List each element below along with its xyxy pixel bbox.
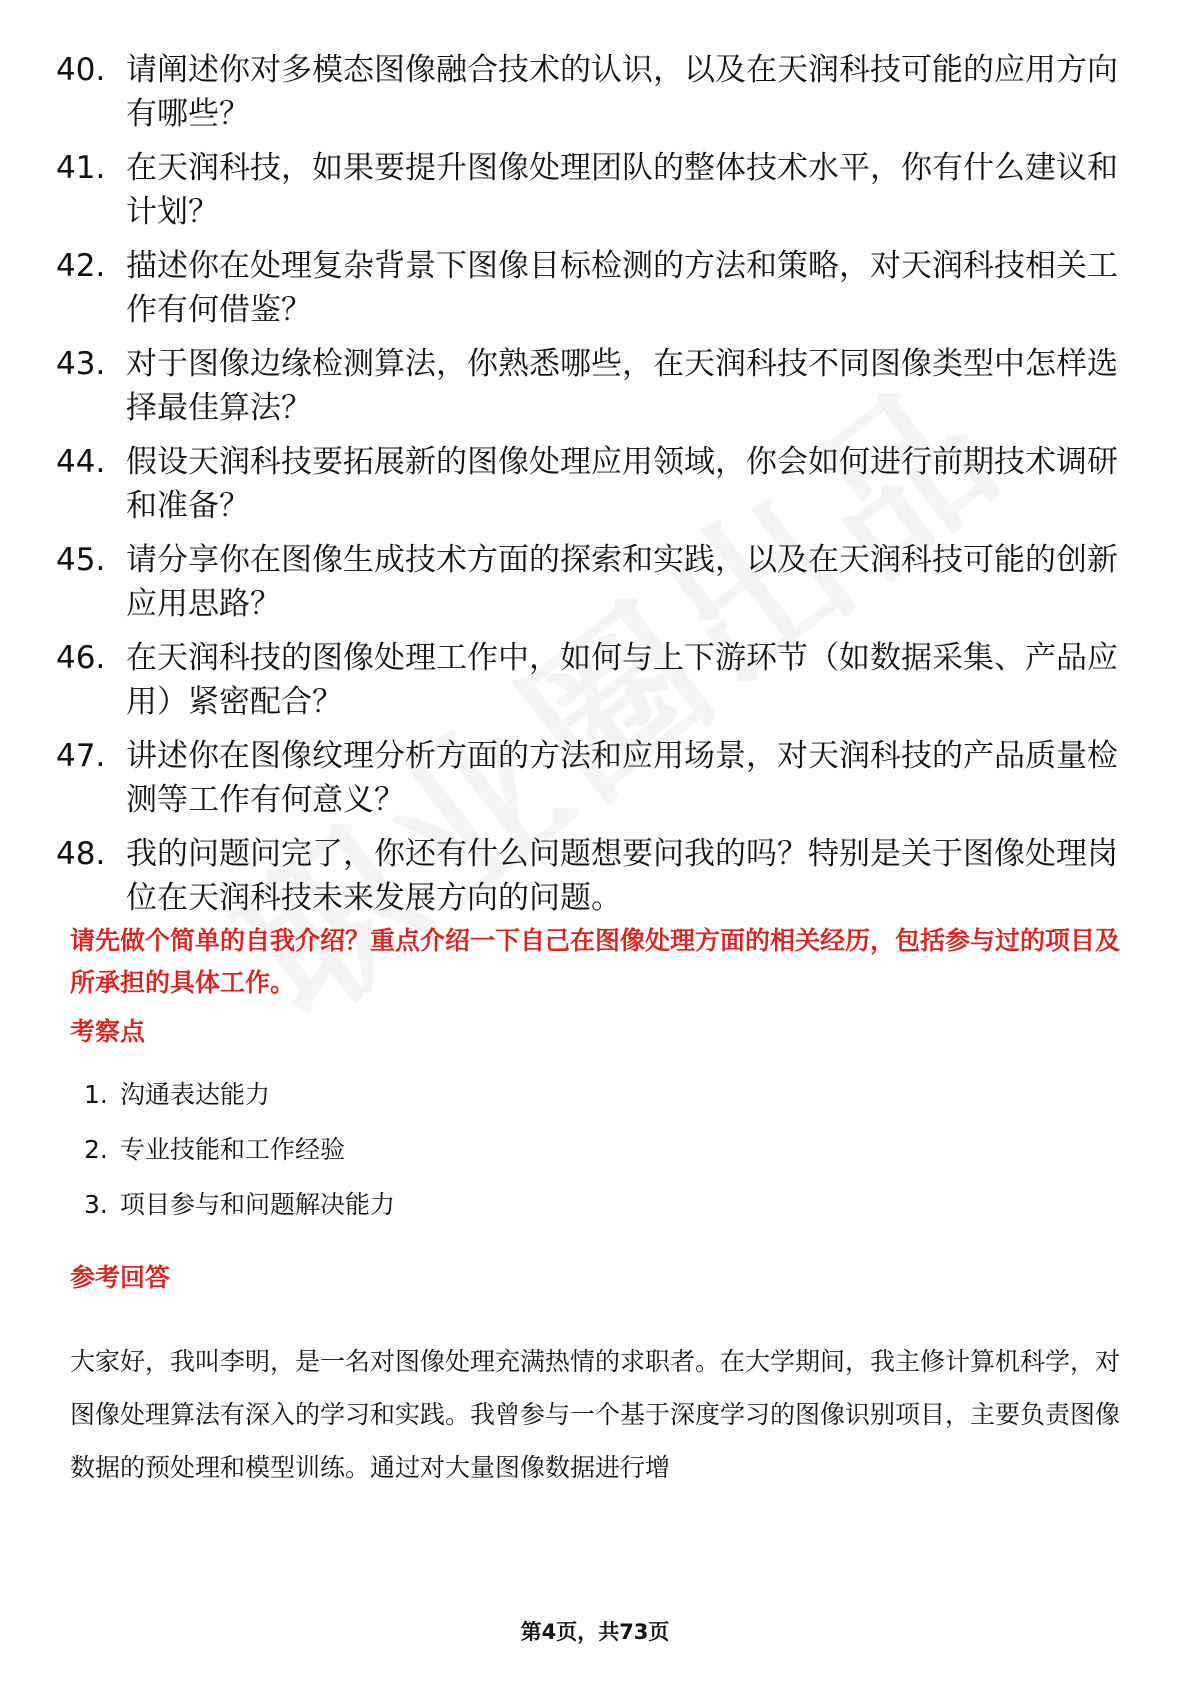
question-text: 请分享你在图像生成技术方面的探索和实践，以及在天润科技可能的创新应用思路？ bbox=[126, 542, 1118, 622]
exam-point-text: 专业技能和工作经验 bbox=[120, 1135, 346, 1164]
question-number: 43. bbox=[56, 346, 106, 382]
question-item bbox=[56, 832, 1126, 920]
question-item bbox=[56, 244, 1126, 332]
question-text: 描述你在处理复杂背景下图像目标检测的方法和策略，对天润科技相关工作有何借鉴？ bbox=[126, 248, 1118, 328]
exam-point-number: 1. bbox=[84, 1080, 108, 1109]
question-number: 40. bbox=[56, 52, 106, 88]
answer-title: 参考回答 bbox=[70, 1263, 171, 1292]
question-item bbox=[56, 538, 1126, 626]
question-number: 42. bbox=[56, 248, 106, 284]
page-footer: 第4页，共73页 bbox=[520, 1620, 670, 1644]
question-text: 在天润科技，如果要提升图像处理团队的整体技术水平，你有什么建议和计划？ bbox=[126, 150, 1118, 230]
exam-point-item bbox=[84, 1132, 395, 1187]
question-text: 对于图像边缘检测算法，你熟悉哪些，在天润科技不同图像类型中怎样选择最佳算法？ bbox=[126, 346, 1118, 426]
question-text: 在天润科技的图像处理工作中，如何与上下游环节（如数据采集、产品应用）紧密配合？ bbox=[126, 640, 1118, 720]
question-item bbox=[56, 342, 1126, 430]
question-number: 46. bbox=[56, 640, 106, 676]
featured-question: 请先做个简单的自我介绍？重点介绍一下自己在图像处理方面的相关经历，包括参与过的项目及所承担的具体工作。 bbox=[70, 926, 1121, 997]
exam-point-text: 沟通表达能力 bbox=[120, 1080, 271, 1109]
exam-point-number: 3. bbox=[84, 1190, 108, 1219]
question-number: 47. bbox=[56, 738, 106, 774]
question-item bbox=[56, 734, 1126, 822]
question-list bbox=[56, 48, 1126, 930]
question-item bbox=[56, 636, 1126, 724]
exam-points-title: 考察点 bbox=[70, 1017, 146, 1046]
exam-point-item bbox=[84, 1187, 395, 1242]
exam-points-list bbox=[84, 1077, 395, 1242]
answer-text: 大家好，我叫李明，是一名对图像处理充满热情的求职者。在大学期间，我主修计算机科学，对图像处理算法有深入的学习和实践。我曾参与一个基于深度学习的图像识别项目，主要负责图像数据的预处理和模型训练。通过对大量图像数据进行增 bbox=[70, 1347, 1121, 1482]
question-number: 41. bbox=[56, 150, 106, 186]
question-item bbox=[56, 146, 1126, 234]
question-item bbox=[56, 440, 1126, 528]
question-number: 45. bbox=[56, 542, 106, 578]
exam-point-item bbox=[84, 1077, 395, 1132]
exam-point-text: 项目参与和问题解决能力 bbox=[120, 1190, 396, 1219]
question-text: 假设天润科技要拓展新的图像处理应用领域，你会如何进行前期技术调研和准备？ bbox=[126, 444, 1118, 524]
question-text: 我的问题问完了，你还有什么问题想要问我的吗？特别是关于图像处理岗位在天润科技未来发展方向的问题。 bbox=[126, 836, 1118, 916]
question-number: 44. bbox=[56, 444, 106, 480]
question-text: 请阐述你对多模态图像融合技术的认识，以及在天润科技可能的应用方向有哪些？ bbox=[126, 52, 1118, 132]
exam-point-number: 2. bbox=[84, 1135, 108, 1164]
question-text: 讲述你在图像纹理分析方面的方法和应用场景，对天润科技的产品质量检测等工作有何意义？ bbox=[126, 738, 1118, 818]
question-item bbox=[56, 48, 1126, 136]
question-number: 48. bbox=[56, 836, 106, 872]
